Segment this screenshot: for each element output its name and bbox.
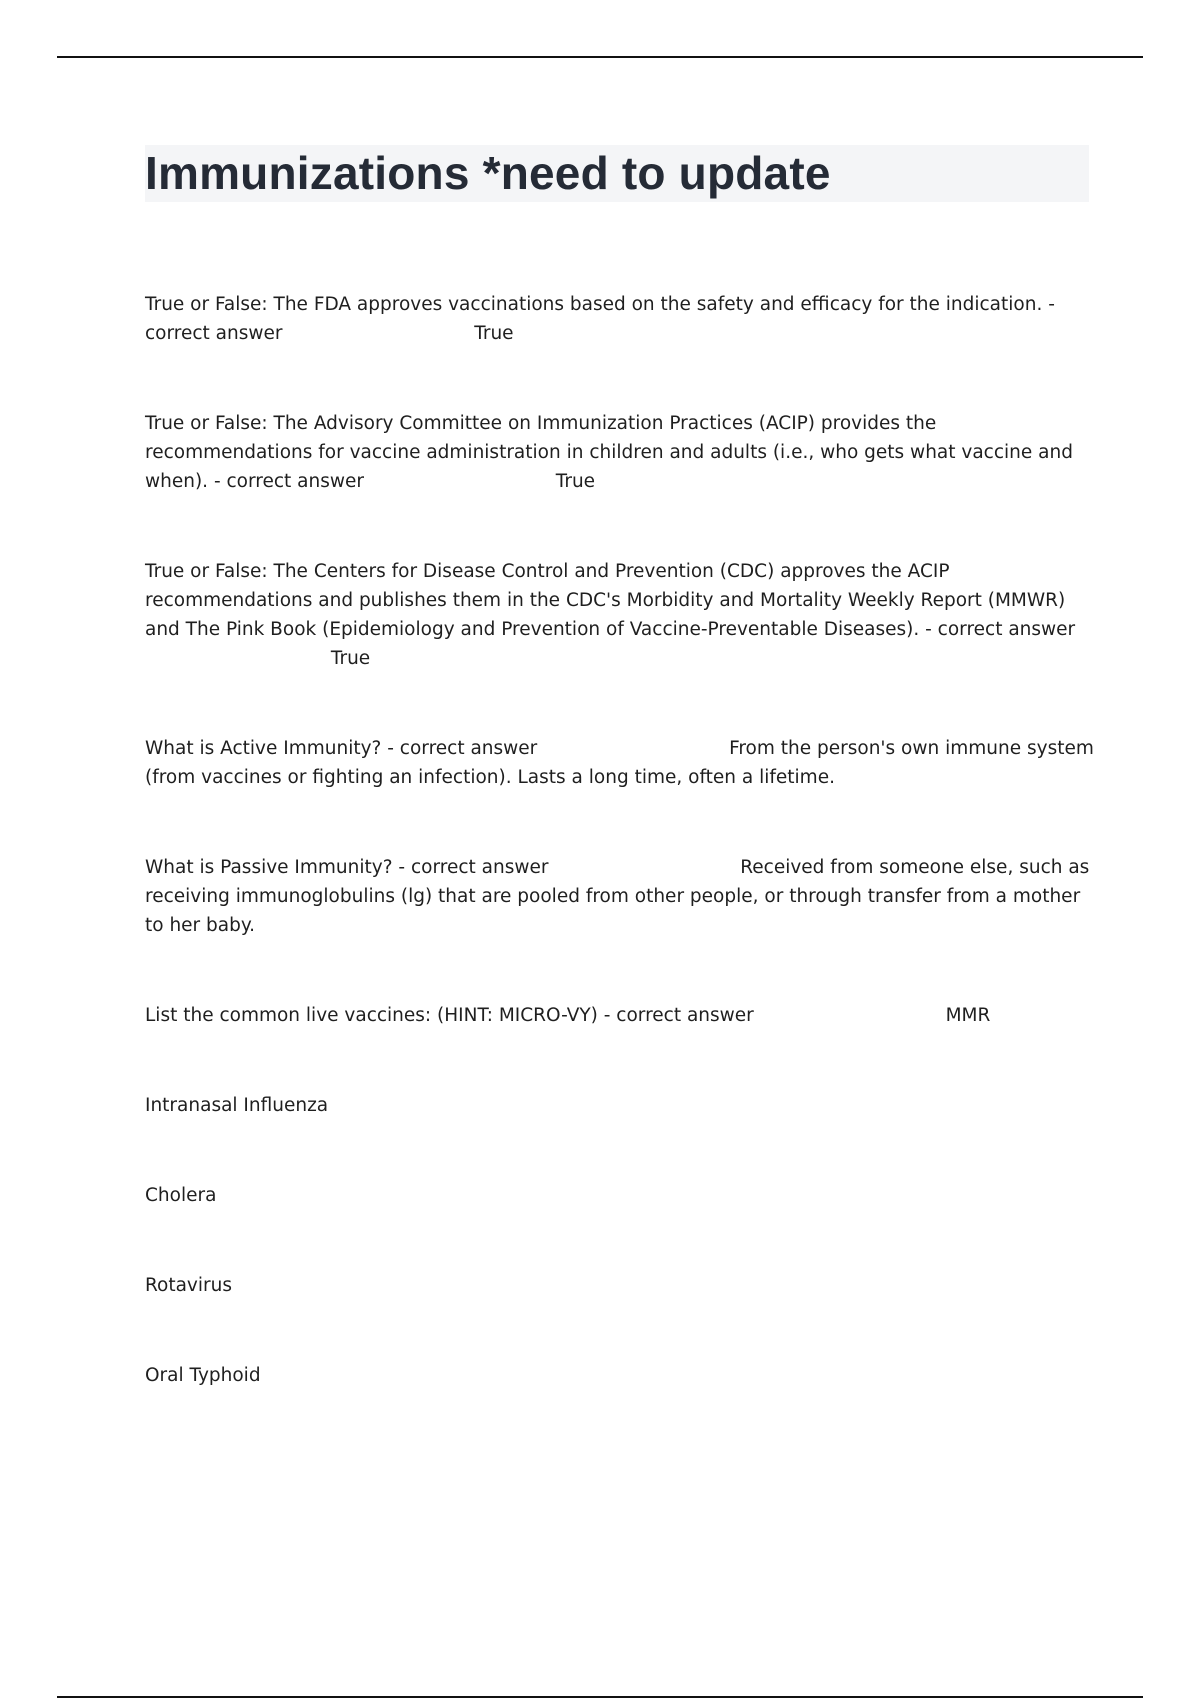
qa-question: True or False: The Advisory Committee on Immunization Practices (ACIP) provides the recommendations for vaccine administration in children and adults (i.e., who gets what vaccine and when). - correct answer: [145, 413, 1073, 492]
qa-answer: True: [474, 323, 514, 344]
qa-question: What is Active Immunity? - correct answer: [145, 738, 538, 759]
list-item: Rotavirus: [145, 1275, 232, 1296]
qa-item: [145, 1001, 1095, 1030]
list-item: Oral Typhoid: [145, 1365, 261, 1386]
document-body: [145, 290, 1095, 1390]
qa-item: [145, 557, 1095, 673]
qa-answer: From the person's own immune system (from vaccines or fighting an infection). Lasts a long time, often a lifetime.: [145, 738, 1094, 788]
page-title: Immunizations *need to update: [145, 147, 831, 199]
qa-answer: MMR: [945, 1005, 991, 1026]
qa-question: What is Passive Immunity? - correct answer: [145, 857, 549, 878]
qa-item: [145, 734, 1095, 792]
qa-item: [145, 290, 1095, 348]
qa-question: List the common live vaccines: (HINT: MICRO-VY) - correct answer: [145, 1005, 754, 1026]
qa-answer: True: [330, 648, 371, 669]
qa-question: True or False: The FDA approves vaccinations based on the safety and efficacy for the indication. - correct answer: [145, 294, 1055, 344]
list-item: Cholera: [145, 1185, 217, 1206]
qa-question: True or False: The Centers for Disease Control and Prevention (CDC) approves the ACIP recommendations and publishes them in the CDC's Morbidity and Mortality Weekly Report (MMWR) and The Pink Book (Epidemiology and Prevention of Vaccine-Preventable Diseases). - correct answer: [145, 561, 1076, 640]
qa-item: [145, 853, 1095, 940]
bottom-rule: [57, 1696, 1143, 1698]
list-item: Intranasal Influenza: [145, 1095, 329, 1116]
qa-answer: True: [555, 471, 596, 492]
qa-item: [145, 409, 1095, 496]
qa-answer: Received from someone else, such as receiving immunoglobulins (lg) that are pooled from other people, or through transfer from a mother to her baby.: [145, 857, 1090, 936]
top-rule: [57, 56, 1143, 58]
